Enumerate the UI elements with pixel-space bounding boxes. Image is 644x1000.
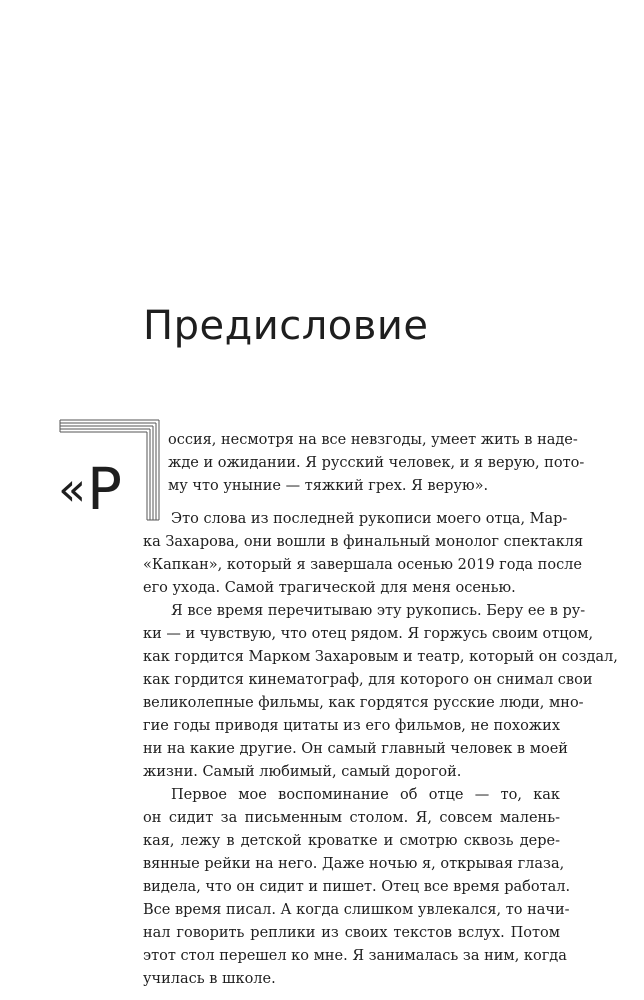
text-line: училась в школе. [143, 971, 276, 987]
text-line: он сидит за письменным столом. Я, совсем малень- [143, 810, 560, 826]
text-line: оссия, несмотря на все невзгоды, умеет жить в наде- [168, 432, 578, 448]
text-line: жде и ожидании. Я русский человек, и я верую, пото- [168, 455, 585, 471]
text-line: ни на какие другие. Он самый главный человек в моей [143, 741, 568, 757]
text-line: «Капкан», который я завершала осенью 2019 года после [143, 557, 582, 573]
text-line: ки — и чувствую, что отец рядом. Я горжусь своим отцом, [143, 626, 594, 642]
text-line: Это слова из последней рукописи моего отца, Мар- [171, 511, 568, 527]
text-line: этот стол перешел ко мне. Я занималась за ним, когда [143, 948, 567, 964]
dropcap-letter: Р [87, 455, 122, 523]
text-line: нал говорить реплики из своих текстов вслух. Потом [143, 925, 560, 941]
text-line: великолепные фильмы, как гордятся русские люди, мно- [143, 695, 584, 711]
text-line: гие годы приводя цитаты из его фильмов, не похожих [143, 718, 560, 734]
chapter-title: Предисловие [143, 303, 429, 349]
drop-cap [58, 418, 168, 522]
text-line: му что уныние — тяжкий грех. Я верую». [168, 478, 489, 494]
dropcap-quote: « [58, 462, 87, 516]
text-line: Я все время перечитываю эту рукопись. Беру ее в ру- [171, 603, 586, 619]
text-line: вянные рейки на него. Даже ночью я, открывая глаза, [143, 856, 565, 872]
text-line: Все время писал. А когда слишком увлекался, то начи- [143, 902, 570, 918]
text-line: как гордится кинематограф, для которого он снимал свои [143, 672, 593, 688]
text-line: Первое мое воспоминание об отце — то, как [171, 787, 560, 803]
text-line: кая, лежу в детской кроватке и смотрю сквозь дере- [143, 833, 560, 849]
text-line: его ухода. Самой трагической для меня осенью. [143, 580, 516, 596]
text-line: видела, что он сидит и пишет. Отец все время работал. [143, 879, 571, 895]
text-line: ка Захарова, они вошли в финальный монолог спектакля [143, 534, 584, 550]
text-line: жизни. Самый любимый, самый дорогой. [143, 764, 462, 780]
text-line: как гордится Марком Захаровым и театр, который он создал, [143, 649, 618, 665]
